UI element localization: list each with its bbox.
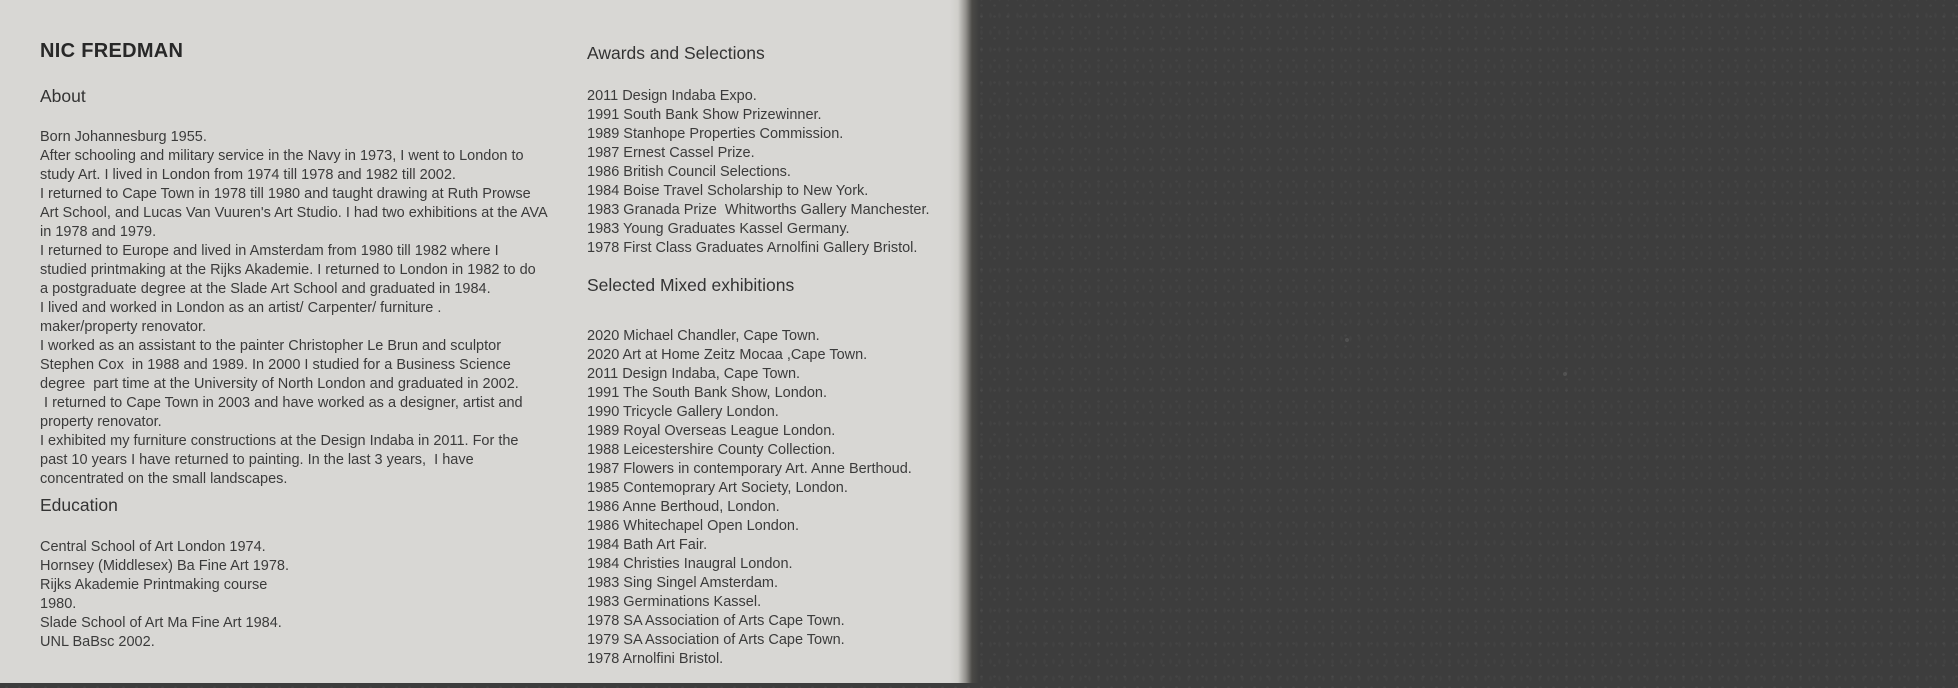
exhibitions-list xyxy=(587,327,967,669)
about-heading: About xyxy=(40,86,86,106)
list-item: 1978 SA Association of Arts Cape Town. xyxy=(587,613,845,629)
cv-page xyxy=(0,0,979,683)
list-item: 1983 Young Graduates Kassel Germany. xyxy=(587,221,850,237)
text-line: I worked as an assistant to the painter Christopher Le Brun and sculptor xyxy=(40,338,502,354)
education-heading: Education xyxy=(40,495,118,515)
awards-list xyxy=(587,87,967,258)
list-item: 1989 Royal Overseas League London. xyxy=(587,423,836,439)
list-item: Central School of Art London 1974. xyxy=(40,539,266,555)
list-item: 1978 Arnolfini Bristol. xyxy=(587,651,724,667)
list-item: 1986 Anne Berthoud, London. xyxy=(587,499,780,515)
text-line: degree part time at the University of North London and graduated in 2002. xyxy=(40,376,519,392)
list-item: 1985 Contemoprary Art Society, London. xyxy=(587,480,848,496)
list-item: 1980. xyxy=(40,596,77,612)
text-line: studied printmaking at the Rijks Akademie. I returned to London in 1982 to do xyxy=(40,262,536,278)
list-item: Hornsey (Middlesex) Ba Fine Art 1978. xyxy=(40,558,290,574)
text-line: I lived and worked in London as an artist/ Carpenter/ furniture . xyxy=(40,300,442,316)
backdrop-speck xyxy=(1563,372,1567,376)
list-item: Rijks Akademie Printmaking course xyxy=(40,577,268,593)
list-item: 1989 Stanhope Properties Commission. xyxy=(587,126,844,142)
text-line: Born Johannesburg 1955. xyxy=(40,129,207,145)
list-item: 1991 South Bank Show Prizewinner. xyxy=(587,107,822,123)
text-line: property renovator. xyxy=(40,414,162,430)
list-item: 1986 British Council Selections. xyxy=(587,164,791,180)
education-list xyxy=(40,538,585,652)
list-item: 2011 Design Indaba, Cape Town. xyxy=(587,366,801,382)
list-item: 1986 Whitechapel Open London. xyxy=(587,518,800,534)
exhibitions-heading: Selected Mixed exhibitions xyxy=(587,275,795,295)
text-line: Stephen Cox in 1988 and 1989. In 2000 I studied for a Business Science xyxy=(40,357,511,373)
left-column xyxy=(40,0,585,683)
list-item: 1987 Ernest Cassel Prize. xyxy=(587,145,755,161)
list-item: 2020 Art at Home Zeitz Mocaa ,Cape Town. xyxy=(587,347,868,363)
list-item: 1984 Bath Art Fair. xyxy=(587,537,708,553)
text-line: I returned to Cape Town in 1978 till 1980 and taught drawing at Ruth Prowse xyxy=(40,186,531,202)
page-title: NIC FREDMAN xyxy=(40,40,184,62)
text-line: After schooling and military service in the Navy in 1973, I went to London to xyxy=(40,148,524,164)
about-text xyxy=(40,128,585,489)
backdrop-speck xyxy=(1345,338,1349,342)
text-line: in 1978 and 1979. xyxy=(40,224,157,240)
text-line: I exhibited my furniture constructions at the Design Indaba in 2011. For the xyxy=(40,433,519,449)
list-item: UNL BaBsc 2002. xyxy=(40,634,155,650)
list-item: 1984 Boise Travel Scholarship to New York. xyxy=(587,183,869,199)
text-line: maker/property renovator. xyxy=(40,319,207,335)
list-item: 1984 Christies Inaugral London. xyxy=(587,556,793,572)
text-line: I returned to Cape Town in 2003 and have worked as a designer, artist and xyxy=(40,395,523,411)
list-item: 1983 Granada Prize Whitworths Gallery Manchester. xyxy=(587,202,930,218)
list-item: 2020 Michael Chandler, Cape Town. xyxy=(587,328,820,344)
right-column xyxy=(587,0,967,683)
list-item: 1979 SA Association of Arts Cape Town. xyxy=(587,632,845,648)
list-item: 1983 Germinations Kassel. xyxy=(587,594,762,610)
text-line: past 10 years I have returned to painting. In the last 3 years, I have xyxy=(40,452,474,468)
text-line: Art School, and Lucas Van Vuuren's Art Studio. I had two exhibitions at the AVA xyxy=(40,205,548,221)
list-item: 1978 First Class Graduates Arnolfini Gallery Bristol. xyxy=(587,240,918,256)
list-item: 1991 The South Bank Show, London. xyxy=(587,385,827,401)
list-item: 1988 Leicestershire County Collection. xyxy=(587,442,836,458)
list-item: 2011 Design Indaba Expo. xyxy=(587,88,757,104)
text-line: I returned to Europe and lived in Amsterdam from 1980 till 1982 where I xyxy=(40,243,499,259)
text-line: concentrated on the small landscapes. xyxy=(40,471,288,487)
text-line: a postgraduate degree at the Slade Art School and graduated in 1984. xyxy=(40,281,491,297)
list-item: Slade School of Art Ma Fine Art 1984. xyxy=(40,615,282,631)
list-item: 1987 Flowers in contemporary Art. Anne Berthoud. xyxy=(587,461,912,477)
list-item: 1990 Tricycle Gallery London. xyxy=(587,404,779,420)
text-line: study Art. I lived in London from 1974 till 1978 and 1982 till 2002. xyxy=(40,167,456,183)
list-item: 1983 Sing Singel Amsterdam. xyxy=(587,575,779,591)
awards-heading: Awards and Selections xyxy=(587,43,765,63)
